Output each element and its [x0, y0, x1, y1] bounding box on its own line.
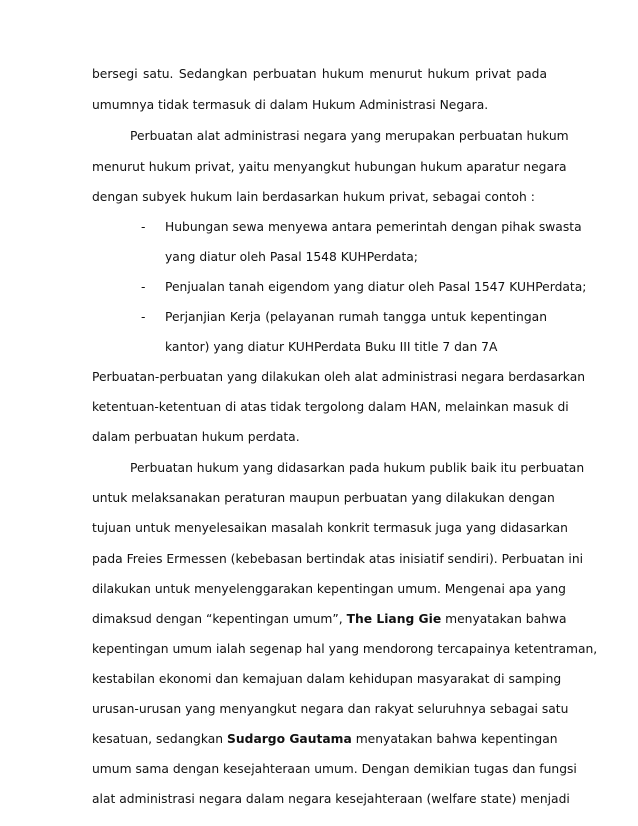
paragraph-line: tujuan untuk menyelesaikan masalah konkrit termasuk juga yang didasarkan [92, 521, 568, 535]
paragraph-line: bersegi satu. Sedangkan perbuatan hukum menurut hukum privat pada [92, 67, 547, 81]
paragraph-line: Perbuatan-perbuatan yang dilakukan oleh alat administrasi negara berdasarkan [92, 370, 586, 384]
paragraph-line: alat administrasi negara dalam negara kesejahteraan (welfare state) menjadi [92, 792, 570, 806]
paragraph-line: umum sama dengan kesejahteraan umum. Dengan demikian tugas dan fungsi [92, 762, 577, 776]
list-dash: - [141, 280, 146, 294]
paragraph-line: kepentingan umum ialah segenap hal yang mendorong tercapainya ketentraman, [92, 642, 598, 656]
text-run: kesatuan, sedangkan [92, 732, 224, 746]
paragraph-line [92, 727, 558, 751]
list-item-text: Hubungan sewa menyewa antara pemerintah dengan pihak swasta [165, 220, 582, 234]
text-run: menyatakan bahwa kepentingan [355, 732, 558, 746]
paragraph-line: dilakukan untuk menyelenggarakan kepentingan umum. Mengenai apa yang [92, 582, 566, 596]
author-name: Sudargo Gautama [227, 732, 352, 746]
author-name: The Liang Gie [346, 612, 442, 626]
list-item-text: kantor) yang diatur KUHPerdata Buku III title 7 dan 7A [165, 340, 498, 354]
list-dash: - [141, 310, 146, 324]
paragraph-line [92, 607, 567, 631]
list-item-text: yang diatur oleh Pasal 1548 KUHPerdata; [165, 250, 418, 264]
paragraph-line: ketentuan-ketentuan di atas tidak tergolong dalam HAN, melainkan masuk di [92, 400, 569, 414]
paragraph-line: kestabilan ekonomi dan kemajuan dalam kehidupan masyarakat di samping [92, 672, 562, 686]
text-run: menyatakan bahwa [445, 612, 567, 626]
paragraph-line: urusan-urusan yang menyangkut negara dan rakyat seluruhnya sebagai satu [92, 702, 569, 716]
text-run: dimaksud dengan “kepentingan umum”, [92, 612, 343, 626]
paragraph-line: Perbuatan alat administrasi negara yang merupakan perbuatan hukum [130, 129, 569, 143]
paragraph-line: umumnya tidak termasuk di dalam Hukum Administrasi Negara. [92, 98, 489, 112]
paragraph-line: dengan subyek hukum lain berdasarkan hukum privat, sebagai contoh : [92, 190, 535, 204]
paragraph-line: Perbuatan hukum yang didasarkan pada hukum publik baik itu perbuatan [130, 461, 585, 475]
list-item-text: Penjualan tanah eigendom yang diatur oleh Pasal 1547 KUHPerdata; [165, 280, 587, 294]
paragraph-line: pada Freies Ermessen (kebebasan bertindak atas inisiatif sendiri). Perbuatan ini [92, 552, 584, 566]
paragraph-line: untuk melaksanakan peraturan maupun perbuatan yang dilakukan dengan [92, 491, 555, 505]
list-item-text: Perjanjian Kerja (pelayanan rumah tangga untuk kepentingan [165, 310, 547, 324]
paragraph-line: dalam perbuatan hukum perdata. [92, 430, 300, 444]
list-dash: - [141, 220, 146, 234]
paragraph-line: menurut hukum privat, yaitu menyangkut hubungan hukum aparatur negara [92, 160, 567, 174]
